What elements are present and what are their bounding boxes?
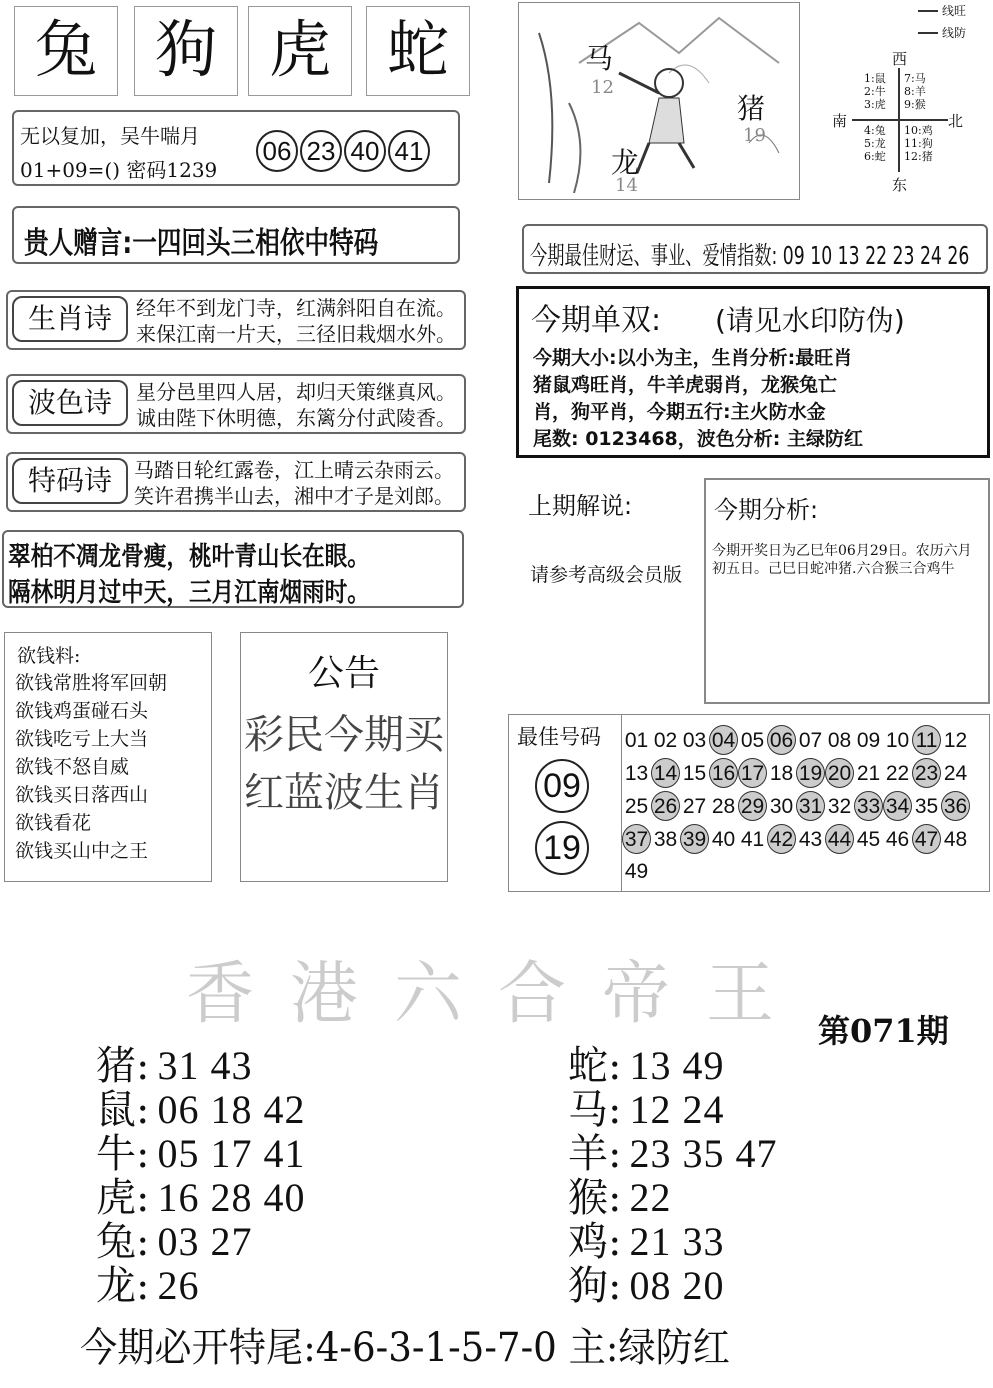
grid-number: 27 — [682, 795, 707, 818]
poem-line: 诚由陛下休明德，东篱分付武陵香。 — [136, 406, 456, 430]
yuqian-item: 欲钱吃亏上大当 — [15, 728, 149, 750]
zodiac-row: 蛇: 13 49 — [568, 1043, 725, 1089]
compass — [830, 4, 990, 204]
grid-number: 38 — [653, 828, 678, 851]
grid-number: 49 — [624, 860, 649, 883]
poem-line: 经年不到龙门寺，红满斜阳自在流。 — [136, 296, 456, 320]
zodiac-row: 马: 12 24 — [568, 1087, 725, 1133]
zodiac-nums: 23 35 47 — [629, 1131, 778, 1176]
poem-box-1 — [6, 290, 466, 350]
compass-legend: 线防 — [942, 26, 967, 40]
zodiac-nums: 31 43 — [157, 1043, 253, 1088]
yuqian-title: 欲钱料: — [17, 645, 81, 667]
compass-east: 东 — [892, 176, 908, 194]
grid-number: 30 — [769, 795, 794, 818]
analysis-box — [704, 478, 990, 704]
grid-number: 36 — [941, 791, 970, 821]
compass-entry: 5:龙 — [864, 137, 886, 150]
riddle-numbers — [256, 130, 432, 172]
guiren-text: 贵人赠言:一四回头三相依中特码 — [24, 226, 379, 261]
zodiac-nums: 03 27 — [157, 1219, 253, 1264]
grid-number: 08 — [827, 729, 852, 752]
grid-number: 18 — [769, 762, 794, 785]
last-period-text: 请参考高级会员版 — [530, 564, 683, 586]
grid-number: 25 — [624, 795, 649, 818]
best-pick: 09 — [535, 759, 589, 813]
zodiac-nums: 12 24 — [629, 1087, 725, 1132]
zodiac-row: 鸡: 21 33 — [568, 1219, 725, 1265]
danshuang-lines — [533, 345, 863, 453]
grid-number: 03 — [682, 729, 707, 752]
guiren-box — [12, 206, 460, 264]
yuqian-list — [15, 669, 167, 865]
yuqian-item: 欲钱鸡蛋碰石头 — [15, 700, 149, 722]
compass-left-top — [864, 72, 886, 111]
compass-south: 南 — [832, 112, 848, 130]
zodiac-animal: 蛇 — [568, 1043, 608, 1089]
poem-line: 笑许君携半山去，湘中才子是刘郎。 — [134, 484, 454, 508]
zodiac-animal: 鸡 — [568, 1219, 608, 1265]
zodiac-animal: 狗 — [568, 1263, 608, 1309]
compass-entry: 9:猴 — [904, 98, 926, 111]
verse-box — [2, 530, 464, 608]
grid-number: 34 — [883, 791, 912, 821]
brand-watermark: 香港六合帝王 — [186, 955, 811, 1034]
grid-number: 07 — [798, 729, 823, 752]
compass-left-bottom — [864, 124, 886, 163]
compass-north: 北 — [948, 112, 964, 130]
yuqian-item: 欲钱常胜将军回朝 — [15, 672, 168, 694]
poem-label: 波色诗 — [12, 380, 128, 426]
compass-entry: 8:羊 — [904, 85, 926, 98]
danshuang-title: 今期单双: — [531, 303, 662, 338]
analysis-text: 今期开奖日为乙巳年06月29日。农历六月初五日。己巳日蛇冲猪.六合猴三合鸡牛 — [712, 543, 972, 577]
grid-number: 21 — [856, 762, 881, 785]
grid-number: 15 — [682, 762, 707, 785]
zodiac-row: 虎: 16 28 40 — [96, 1175, 306, 1221]
notice-line-2: 红蓝波生肖 — [244, 770, 444, 816]
poem-box-2 — [6, 374, 466, 434]
grid-number: 46 — [885, 828, 910, 851]
danshuang-line: 肖，狗平肖，今期五行:主火防水金 — [533, 401, 826, 423]
zodiac-tile-3: 虎 — [248, 6, 352, 96]
grid-number: 43 — [798, 828, 823, 851]
poem-line: 来保江南一片天，三径旧栽烟水外。 — [136, 322, 456, 346]
riddle-number: 41 — [388, 130, 430, 172]
poem-box-3 — [6, 452, 466, 512]
compass-entry: 1:鼠 — [864, 72, 886, 85]
grid-number: 31 — [796, 791, 825, 821]
yuqian-item: 欲钱买日落西山 — [15, 784, 149, 806]
last-period-title: 上期解说: — [528, 492, 633, 520]
zodiac-row: 羊: 23 35 47 — [568, 1131, 778, 1177]
poem-label: 生肖诗 — [12, 296, 128, 342]
illustration-number: 12 — [591, 77, 614, 98]
grid-number: 12 — [943, 729, 968, 752]
notice-box — [240, 632, 448, 882]
grid-number: 33 — [854, 791, 883, 821]
verse-line-2: 隔林明月过中天，三月江南烟雨时。 — [8, 578, 370, 608]
zodiac-animal: 虎 — [96, 1175, 136, 1221]
notice-title: 公告 — [307, 653, 380, 694]
grid-number: 04 — [709, 725, 738, 755]
zodiac-nums: 06 18 42 — [157, 1087, 306, 1132]
compass-west: 西 — [892, 50, 908, 68]
verse-line-1: 翠柏不凋龙骨瘦，桃叶青山长在眼。 — [8, 542, 370, 572]
illustration-label: 马 — [585, 42, 614, 75]
zodiac-tile-4: 蛇 — [366, 6, 470, 96]
riddle-number: 40 — [344, 130, 386, 172]
grid-number: 10 — [885, 729, 910, 752]
grid-number: 35 — [914, 795, 939, 818]
riddle-line-1: 无以复加，吴牛喘月 — [20, 124, 200, 148]
grid-number: 41 — [740, 828, 765, 851]
poem-line: 星分邑里四人居，却归天策继真风。 — [136, 380, 456, 404]
illustration-number: 14 — [615, 175, 638, 196]
zodiac-row: 猪: 31 43 — [96, 1043, 253, 1089]
riddle-number: 06 — [256, 130, 298, 172]
grid-number: 13 — [624, 762, 649, 785]
compass-entry: 12:猪 — [904, 150, 933, 163]
zodiac-animal: 兔 — [96, 1219, 136, 1265]
yuqian-item: 欲钱买山中之王 — [15, 840, 149, 862]
zodiac-nums: 16 28 40 — [157, 1175, 306, 1220]
danshuang-line: 猪鼠鸡旺肖，牛羊虎弱肖，龙猴兔亡 — [533, 374, 838, 396]
grid-number: 01 — [624, 729, 649, 752]
grid-number: 47 — [912, 824, 941, 854]
grid-number: 26 — [651, 791, 680, 821]
grid-number: 20 — [825, 758, 854, 788]
illustration-label: 龙 — [611, 146, 640, 179]
notice-line-1: 彩民今期买 — [244, 712, 444, 758]
grid-number: 22 — [885, 762, 910, 785]
yuqian-item: 欲钱不怒自威 — [15, 756, 130, 778]
zodiac-animal: 羊 — [568, 1131, 608, 1177]
compass-entry: 7:马 — [904, 72, 926, 85]
grid-number: 44 — [825, 824, 854, 854]
danshuang-line: 尾数: 0123468，波色分析: 主绿防红 — [533, 428, 863, 450]
yuqian-item: 欲钱看花 — [15, 812, 92, 834]
danshuang-watermark: (请见水印防伪) — [715, 304, 905, 337]
riddle-line-2: 01+09=() 密码1239 — [20, 158, 218, 182]
zodiac-row: 猴: 22 — [568, 1175, 672, 1221]
grid-number: 05 — [740, 729, 765, 752]
zodiac-row: 龙: 26 — [96, 1263, 200, 1309]
yuqian-box — [4, 632, 212, 882]
illustration-number: 19 — [743, 125, 766, 146]
grid-number: 37 — [622, 824, 651, 854]
grid-number: 42 — [767, 824, 796, 854]
compass-entry: 2:牛 — [864, 85, 886, 98]
zodiac-animal: 鼠 — [96, 1087, 136, 1133]
grid-number: 48 — [943, 828, 968, 851]
grid-number: 14 — [651, 758, 680, 788]
zodiac-tile-1: 兔 — [14, 6, 118, 96]
compass-entry: 4:兔 — [864, 124, 886, 137]
zodiac-tile-2: 狗 — [134, 6, 238, 96]
illustration-frame — [518, 2, 800, 200]
zodiac-animal: 牛 — [96, 1131, 136, 1177]
danshuang-box — [516, 286, 990, 458]
compass-entry: 6:蛇 — [864, 150, 886, 163]
poem-label: 特码诗 — [12, 458, 128, 504]
best-numbers-title: 最佳号码 — [517, 725, 601, 749]
grid-number: 28 — [711, 795, 736, 818]
compass-entry: 10:鸡 — [904, 124, 933, 137]
zodiac-row: 兔: 03 27 — [96, 1219, 253, 1265]
compass-legend: 线旺 — [942, 4, 967, 18]
grid-number: 11 — [912, 725, 941, 755]
zodiac-animal: 马 — [568, 1087, 608, 1133]
grid-number: 39 — [680, 824, 709, 854]
riddle-number: 23 — [300, 130, 342, 172]
grid-number: 29 — [738, 791, 767, 821]
grid-number: 17 — [738, 758, 767, 788]
zodiac-nums: 22 — [629, 1175, 672, 1220]
grid-number: 02 — [653, 729, 678, 752]
grid-number: 09 — [856, 729, 881, 752]
poem-line: 马踏日轮红露卷，江上晴云杂雨云。 — [134, 458, 454, 482]
zodiac-animal: 猪 — [96, 1043, 136, 1089]
illustration-label: 猪 — [737, 92, 766, 125]
compass-right-bottom — [904, 124, 933, 163]
zodiac-animal: 猴 — [568, 1175, 608, 1221]
period-label: 第071期 — [818, 1012, 949, 1050]
grid-number: 16 — [709, 758, 738, 788]
footer-text: 今期必开特尾:4-6-3-1-5-7-0 主:绿防红 — [80, 1325, 730, 1371]
zodiac-nums: 21 33 — [629, 1219, 725, 1264]
grid-number: 45 — [856, 828, 881, 851]
danshuang-line: 今期大小:以小为主，生肖分析:最旺肖 — [533, 347, 853, 369]
compass-entry: 3:虎 — [864, 98, 886, 111]
compass-right-top — [904, 72, 926, 111]
compass-entry: 11:狗 — [904, 137, 933, 150]
best-pick: 19 — [535, 821, 589, 875]
zodiac-nums: 13 49 — [629, 1043, 725, 1088]
best-index-box — [522, 224, 988, 274]
grid-number: 40 — [711, 828, 736, 851]
grid-number: 32 — [827, 795, 852, 818]
analysis-title: 今期分析: — [714, 496, 819, 524]
zodiac-animal: 龙 — [96, 1263, 136, 1309]
zodiac-nums: 26 — [157, 1263, 200, 1308]
best-index-text: 今期最佳财运、事业、爱情指数: 09 10 13 22 23 24 26 — [530, 241, 970, 270]
grid-number: 19 — [796, 758, 825, 788]
zodiac-nums: 05 17 41 — [157, 1131, 306, 1176]
zodiac-row: 牛: 05 17 41 — [96, 1131, 306, 1177]
grid-number: 06 — [767, 725, 796, 755]
zodiac-nums: 08 20 — [629, 1263, 725, 1308]
riddle-box — [12, 110, 460, 186]
number-grid — [622, 724, 984, 888]
grid-number: 23 — [912, 758, 941, 788]
zodiac-row: 鼠: 06 18 42 — [96, 1087, 306, 1133]
grid-number: 24 — [943, 762, 968, 785]
zodiac-row: 狗: 08 20 — [568, 1263, 725, 1309]
